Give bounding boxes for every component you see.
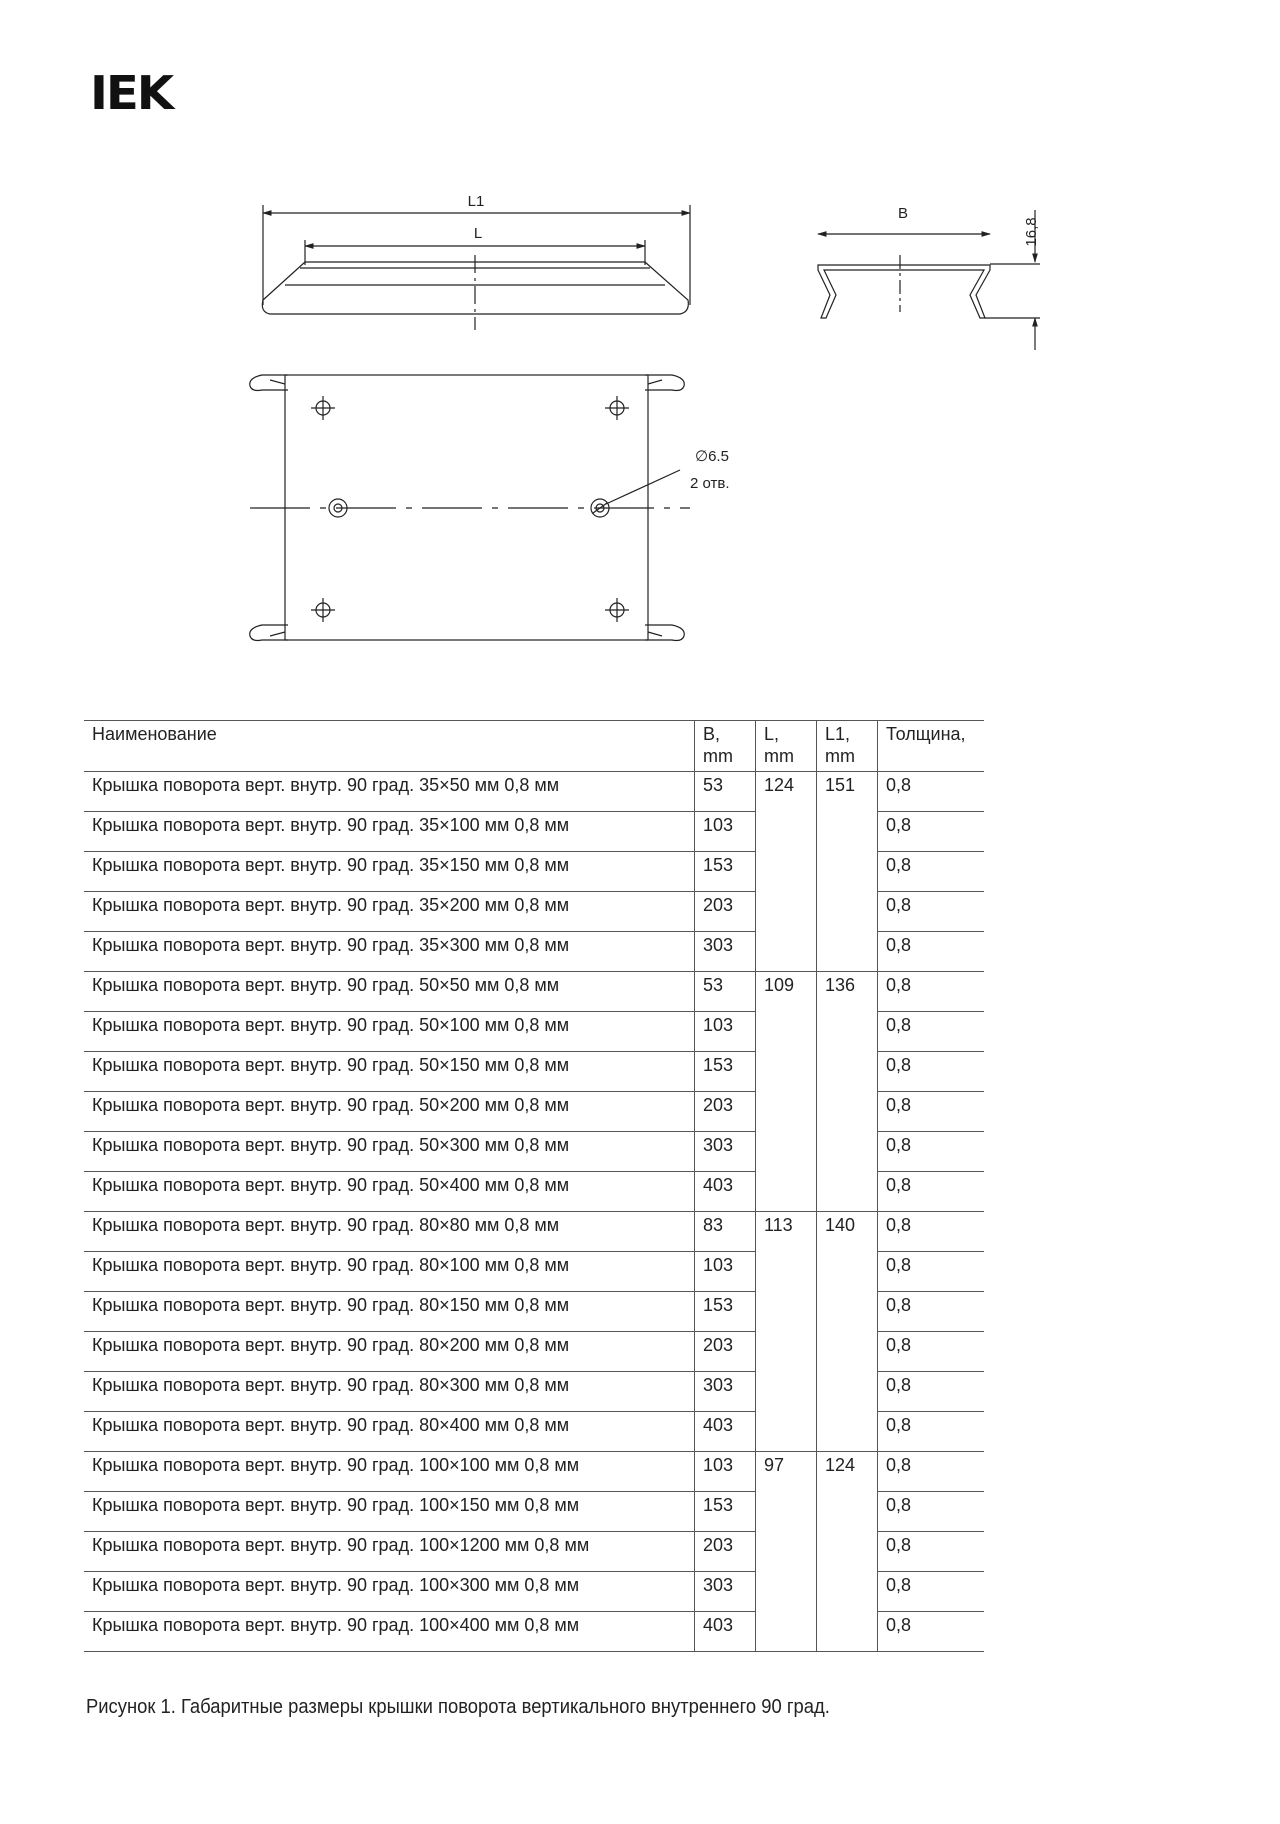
cell-l1	[817, 1412, 878, 1452]
table-row	[84, 1332, 984, 1372]
table-row	[84, 1412, 984, 1452]
table-row	[84, 1492, 984, 1532]
cell-l1	[817, 1612, 878, 1652]
cell-name: Крышка поворота верт. внутр. 90 град. 100×300 мм 0,8 мм	[84, 1572, 695, 1612]
table-row	[84, 812, 984, 852]
table-row	[84, 932, 984, 972]
table-header-row	[84, 721, 984, 772]
table-row	[84, 1252, 984, 1292]
cell-thickness: 0,8	[878, 1452, 985, 1492]
cell-l	[756, 812, 817, 852]
side-view	[262, 205, 690, 330]
cell-name: Крышка поворота верт. внутр. 90 град. 35×50 мм 0,8 мм	[84, 772, 695, 812]
cell-l1	[817, 1492, 878, 1532]
cell-thickness: 0,8	[878, 1372, 985, 1412]
cell-thickness: 0,8	[878, 1052, 985, 1092]
header-name: Наименование	[84, 721, 695, 772]
cell-b: 303	[695, 932, 756, 972]
cell-l	[756, 1052, 817, 1092]
cell-l	[756, 1572, 817, 1612]
cell-name: Крышка поворота верт. внутр. 90 град. 80×100 мм 0,8 мм	[84, 1252, 695, 1292]
cell-name: Крышка поворота верт. внутр. 90 град. 50×200 мм 0,8 мм	[84, 1092, 695, 1132]
table-row	[84, 1172, 984, 1212]
cell-name: Крышка поворота верт. внутр. 90 град. 35×150 мм 0,8 мм	[84, 852, 695, 892]
cell-thickness: 0,8	[878, 1252, 985, 1292]
cell-b: 303	[695, 1572, 756, 1612]
cell-b: 203	[695, 892, 756, 932]
cell-b: 403	[695, 1412, 756, 1452]
cell-name: Крышка поворота верт. внутр. 90 град. 35×300 мм 0,8 мм	[84, 932, 695, 972]
mounting-hole	[311, 598, 335, 622]
cell-name: Крышка поворота верт. внутр. 90 град. 50×300 мм 0,8 мм	[84, 1132, 695, 1172]
table-row	[84, 1092, 984, 1132]
cell-b: 83	[695, 1212, 756, 1252]
cell-thickness: 0,8	[878, 852, 985, 892]
cell-name: Крышка поворота верт. внутр. 90 град. 100×400 мм 0,8 мм	[84, 1612, 695, 1652]
cell-name: Крышка поворота верт. внутр. 90 град. 35×100 мм 0,8 мм	[84, 812, 695, 852]
profile-view	[818, 210, 1040, 350]
cell-l1	[817, 892, 878, 932]
top-view	[250, 375, 690, 641]
table-row	[84, 1612, 984, 1652]
cell-thickness: 0,8	[878, 772, 985, 812]
cell-l	[756, 1132, 817, 1172]
cell-b: 103	[695, 812, 756, 852]
cell-l	[756, 852, 817, 892]
cell-thickness: 0,8	[878, 1292, 985, 1332]
cell-l	[756, 1412, 817, 1452]
cell-l1	[817, 1332, 878, 1372]
cell-l: 113	[756, 1212, 817, 1252]
cell-l	[756, 1012, 817, 1052]
cell-thickness: 0,8	[878, 892, 985, 932]
cell-l1	[817, 1372, 878, 1412]
cell-b: 53	[695, 972, 756, 1012]
table-row	[84, 1452, 984, 1492]
table-row	[84, 1132, 984, 1172]
cell-l1	[817, 1172, 878, 1212]
table-row	[84, 1292, 984, 1332]
cell-l	[756, 932, 817, 972]
cell-thickness: 0,8	[878, 1212, 985, 1252]
cell-name: Крышка поворота верт. внутр. 90 град. 100×100 мм 0,8 мм	[84, 1452, 695, 1492]
mounting-hole	[605, 598, 629, 622]
cell-b: 153	[695, 1292, 756, 1332]
cell-l1	[817, 932, 878, 972]
header-l1: L1, mm	[817, 721, 878, 772]
cell-b: 403	[695, 1612, 756, 1652]
cell-name: Крышка поворота верт. внутр. 90 град. 80×80 мм 0,8 мм	[84, 1212, 695, 1252]
cell-name: Крышка поворота верт. внутр. 90 град. 50×150 мм 0,8 мм	[84, 1052, 695, 1092]
figure-caption: Рисунок 1. Габаритные размеры крышки поворота вертикального внутреннего 90 град.	[86, 1696, 830, 1718]
cell-l1	[817, 852, 878, 892]
cell-b: 53	[695, 772, 756, 812]
table-row	[84, 1012, 984, 1052]
spec-table	[84, 720, 984, 1652]
table-row	[84, 972, 984, 1012]
cell-b: 103	[695, 1252, 756, 1292]
cell-name: Крышка поворота верт. внутр. 90 град. 50×400 мм 0,8 мм	[84, 1172, 695, 1212]
cell-name: Крышка поворота верт. внутр. 90 град. 50×50 мм 0,8 мм	[84, 972, 695, 1012]
cell-l	[756, 1252, 817, 1292]
cell-l: 109	[756, 972, 817, 1012]
cell-b: 203	[695, 1092, 756, 1132]
cell-l1	[817, 812, 878, 852]
cell-thickness: 0,8	[878, 932, 985, 972]
table-row	[84, 1052, 984, 1092]
hole-count-label: 2 отв.	[690, 475, 730, 492]
header-thickness: Толщина,	[878, 721, 985, 772]
cell-l	[756, 1292, 817, 1332]
l1-label: L1	[467, 193, 485, 210]
cell-name: Крышка поворота верт. внутр. 90 град. 80×200 мм 0,8 мм	[84, 1332, 695, 1372]
mounting-hole	[311, 396, 335, 420]
table-row	[84, 852, 984, 892]
leader-line	[606, 470, 680, 504]
cell-thickness: 0,8	[878, 1092, 985, 1132]
cell-name: Крышка поворота верт. внутр. 90 град. 80×400 мм 0,8 мм	[84, 1412, 695, 1452]
table-row	[84, 772, 984, 812]
cell-thickness: 0,8	[878, 1332, 985, 1372]
cell-l	[756, 1612, 817, 1652]
table-row	[84, 1532, 984, 1572]
cell-b: 103	[695, 1012, 756, 1052]
cell-l1	[817, 1572, 878, 1612]
cell-name: Крышка поворота верт. внутр. 90 град. 100×150 мм 0,8 мм	[84, 1492, 695, 1532]
table-row	[84, 892, 984, 932]
cell-thickness: 0,8	[878, 1412, 985, 1452]
cell-l1	[817, 1532, 878, 1572]
header-l: L, mm	[756, 721, 817, 772]
cell-b: 103	[695, 1452, 756, 1492]
mounting-hole	[605, 396, 629, 420]
cell-l	[756, 1532, 817, 1572]
logo-text: IEK	[90, 66, 173, 120]
cell-thickness: 0,8	[878, 812, 985, 852]
cell-name: Крышка поворота верт. внутр. 90 град. 80×150 мм 0,8 мм	[84, 1292, 695, 1332]
cell-thickness: 0,8	[878, 1492, 985, 1532]
cell-b: 153	[695, 1492, 756, 1532]
cell-l1: 136	[817, 972, 878, 1012]
cell-b: 203	[695, 1332, 756, 1372]
technical-drawing	[0, 0, 1280, 700]
table-row	[84, 1572, 984, 1612]
cell-name: Крышка поворота верт. внутр. 90 град. 50×100 мм 0,8 мм	[84, 1012, 695, 1052]
cell-l	[756, 892, 817, 932]
cell-l1	[817, 1092, 878, 1132]
cell-b: 153	[695, 852, 756, 892]
cell-l: 124	[756, 772, 817, 812]
header-b: B, mm	[695, 721, 756, 772]
cell-b: 403	[695, 1172, 756, 1212]
cell-l1	[817, 1052, 878, 1092]
height-label: 16,8	[1023, 217, 1040, 247]
cell-thickness: 0,8	[878, 1172, 985, 1212]
table-row	[84, 1372, 984, 1412]
cell-name: Крышка поворота верт. внутр. 90 град. 35×200 мм 0,8 мм	[84, 892, 695, 932]
cell-l1	[817, 1012, 878, 1052]
cell-l	[756, 1092, 817, 1132]
table-row	[84, 1212, 984, 1252]
cell-l	[756, 1172, 817, 1212]
cell-l	[756, 1492, 817, 1532]
cell-b: 153	[695, 1052, 756, 1092]
cell-b: 203	[695, 1532, 756, 1572]
cell-l	[756, 1372, 817, 1412]
cell-thickness: 0,8	[878, 1012, 985, 1052]
cell-thickness: 0,8	[878, 1132, 985, 1172]
cell-name: Крышка поворота верт. внутр. 90 град. 100×1200 мм 0,8 мм	[84, 1532, 695, 1572]
cell-thickness: 0,8	[878, 972, 985, 1012]
cell-name: Крышка поворота верт. внутр. 90 град. 80×300 мм 0,8 мм	[84, 1372, 695, 1412]
cell-thickness: 0,8	[878, 1612, 985, 1652]
cell-l1: 140	[817, 1212, 878, 1252]
l-label: L	[473, 225, 483, 242]
hole-diameter-label: ∅6.5	[695, 448, 729, 465]
cell-b: 303	[695, 1132, 756, 1172]
b-label: B	[897, 205, 909, 222]
cell-l1	[817, 1132, 878, 1172]
cell-thickness: 0,8	[878, 1572, 985, 1612]
cell-b: 303	[695, 1372, 756, 1412]
cell-l1: 124	[817, 1452, 878, 1492]
cell-l1	[817, 1252, 878, 1292]
cell-l	[756, 1332, 817, 1372]
cell-l1	[817, 1292, 878, 1332]
cell-l: 97	[756, 1452, 817, 1492]
cell-thickness: 0,8	[878, 1532, 985, 1572]
cell-l1: 151	[817, 772, 878, 812]
